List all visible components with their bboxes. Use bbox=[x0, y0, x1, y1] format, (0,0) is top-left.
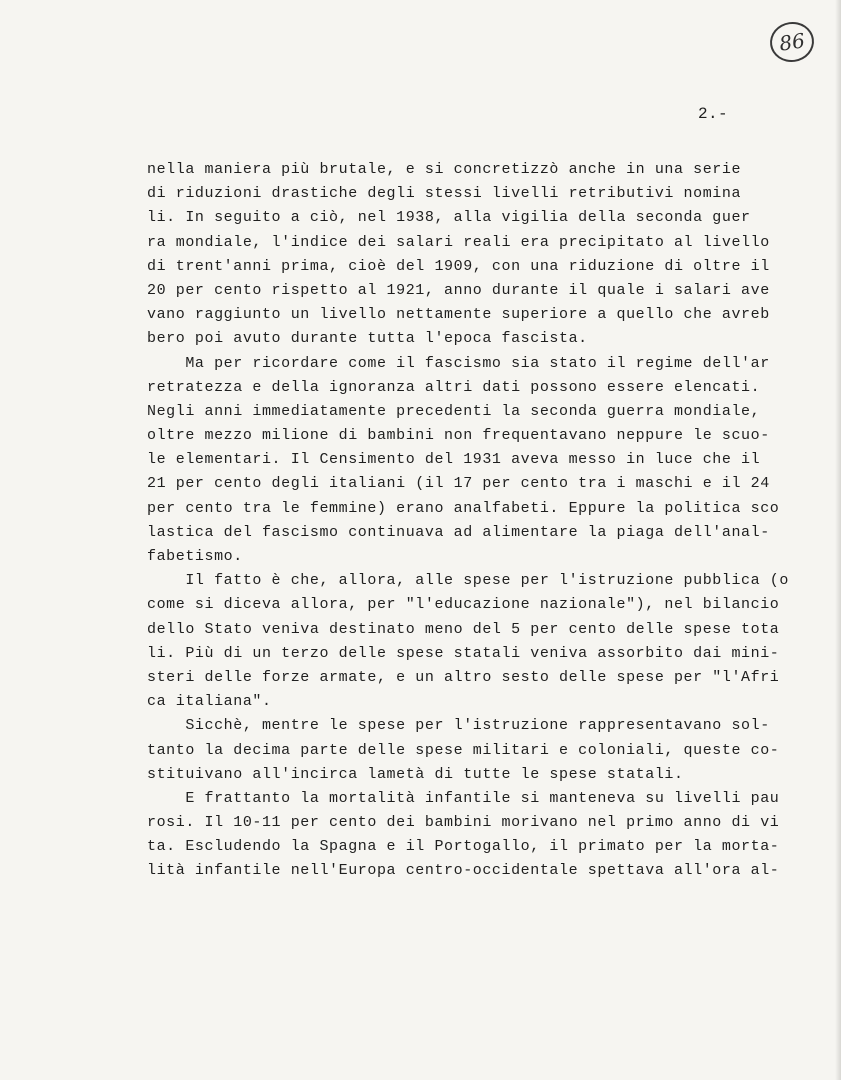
text-line: vano raggiunto un livello nettamente superiore a quello che avreb bbox=[147, 306, 770, 324]
archive-page-stamp bbox=[767, 19, 816, 65]
text-line: Negli anni immediatamente precedenti la seconda guerra mondiale, bbox=[147, 402, 761, 420]
page-edge-shadow bbox=[835, 0, 841, 1080]
text-line: Ma per ricordare come il fascismo sia stato il regime dell'ar bbox=[147, 354, 770, 372]
text-line: Sicchè, mentre le spese per l'istruzione rappresentavano sol- bbox=[147, 717, 770, 735]
text-line: li. In seguito a ciò, nel 1938, alla vigilia della seconda guer bbox=[147, 209, 751, 227]
text-line: E frattanto la mortalità infantile si manteneva su livelli pau bbox=[147, 789, 780, 807]
text-line: come si diceva allora, per "l'educazione nazionale"), nel bilancio bbox=[147, 596, 780, 614]
text-line: bero poi avuto durante tutta l'epoca fascista. bbox=[147, 330, 588, 348]
text-line: rosi. Il 10-11 per cento dei bambini morivano nel primo anno di vi bbox=[147, 814, 780, 832]
text-line: di trent'anni prima, cioè del 1909, con una riduzione di oltre il bbox=[147, 257, 770, 275]
text-line: li. Più di un terzo delle spese statali veniva assorbito dai mini- bbox=[147, 644, 780, 662]
text-line: 21 per cento degli italiani (il 17 per cento tra i maschi e il 24 bbox=[147, 475, 770, 493]
text-line: fabetismo. bbox=[147, 548, 243, 565]
text-line: ta. Escludendo la Spagna e il Portogallo, il primato per la morta- bbox=[147, 838, 780, 856]
text-line: per cento tra le femmine) erano analfabeti. Eppure la politica sco bbox=[147, 499, 780, 517]
text-line: le elementari. Il Censimento del 1931 aveva messo in luce che il bbox=[147, 451, 761, 469]
text-line: stituivano all'incirca lametà di tutte le spese statali. bbox=[147, 765, 684, 783]
text-line: Il fatto è che, allora, alle spese per l'istruzione pubblica (o bbox=[147, 572, 789, 590]
text-line: lità infantile nell'Europa centro-occidentale spettava all'ora al- bbox=[147, 862, 780, 880]
page-number: 2.- bbox=[698, 105, 729, 123]
text-line: dello Stato veniva destinato meno del 5 per cento delle spese tota bbox=[147, 620, 780, 638]
text-line: 20 per cento rispetto al 1921, anno durante il quale i salari ave bbox=[147, 281, 770, 299]
text-line: tanto la decima parte delle spese militari e coloniali, queste co- bbox=[147, 741, 780, 759]
body-text bbox=[147, 158, 827, 884]
text-line: nella maniera più brutale, e si concretizzò anche in una serie bbox=[147, 161, 742, 178]
text-line: steri delle forze armate, e un altro sesto delle spese per "l'Afri bbox=[147, 668, 780, 686]
text-line: lastica del fascismo continuava ad alimentare la piaga dell'anal- bbox=[147, 523, 770, 541]
text-line: ra mondiale, l'indice dei salari reali era precipitato al livello bbox=[147, 233, 770, 251]
text-line: retratezza e della ignoranza altri dati possono essere elencati. bbox=[147, 378, 761, 396]
text-line: ca italiana". bbox=[147, 693, 272, 711]
text-line: di riduzioni drastiche degli stessi livelli retributivi nomina bbox=[147, 185, 742, 203]
text-line: oltre mezzo milione di bambini non frequentavano neppure le scuo- bbox=[147, 427, 770, 445]
stamp-number: 86 bbox=[777, 28, 807, 56]
